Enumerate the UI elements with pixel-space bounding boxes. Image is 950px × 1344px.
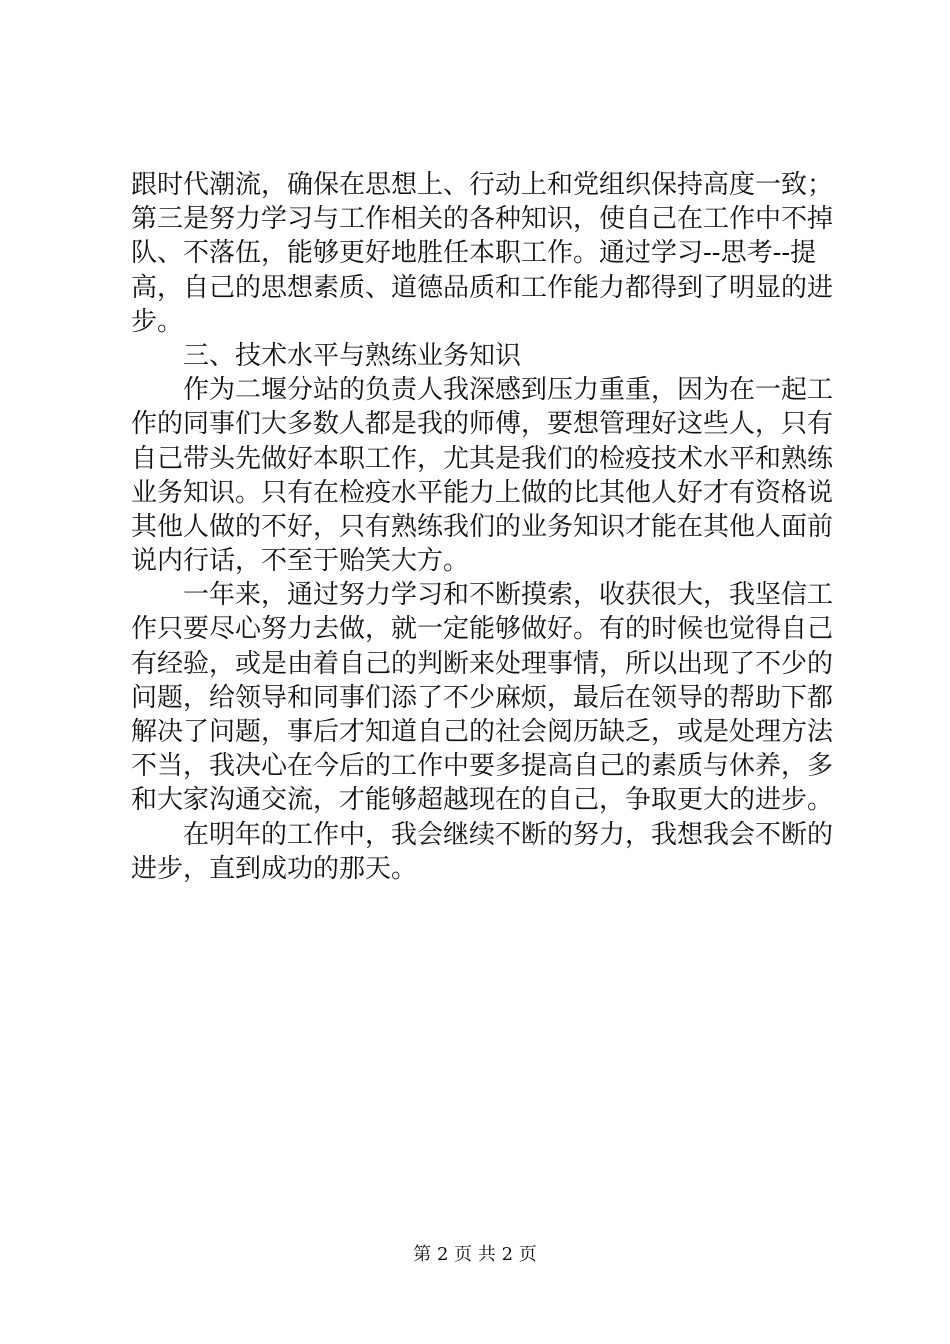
body-line: 第三是努力学习与工作相关的各种知识，使自己在工作中不掉 bbox=[131, 204, 834, 235]
body-line: 有经验，或是由着自己的判断来处理事情，所以出现了不少的 bbox=[131, 648, 834, 679]
document-body bbox=[131, 168, 834, 886]
body-line: 进步，直到成功的那天。 bbox=[131, 853, 418, 884]
section-heading: 三、技术水平与熟练业务知识 bbox=[183, 340, 522, 371]
body-line: 业务知识。只有在检疫水平能力上做的比其他人好才有资格说 bbox=[131, 477, 834, 508]
body-line: 和大家沟通交流，才能够超越现在的自己，争取更大的进步。 bbox=[131, 785, 834, 816]
body-line: 不当，我决心在今后的工作中要多提高自己的素质与休养，多 bbox=[131, 751, 834, 782]
body-line: 步。 bbox=[131, 306, 184, 337]
body-line: 一年来，通过努力学习和不断摸索，收获很大，我坚信工 bbox=[183, 580, 834, 611]
body-line: 队、不落伍，能够更好地胜任本职工作。通过学习--思考--提 bbox=[131, 238, 817, 269]
body-line: 作为二堰分站的负责人我深感到压力重重，因为在一起工 bbox=[183, 375, 834, 406]
body-line: 在明年的工作中，我会继续不断的努力，我想我会不断的 bbox=[183, 819, 834, 850]
body-line: 自己带头先做好本职工作，尤其是我们的检疫技术水平和熟练 bbox=[131, 443, 834, 474]
page-footer bbox=[0, 1244, 950, 1266]
body-line: 问题，给领导和同事们添了不少麻烦，最后在领导的帮助下都 bbox=[131, 682, 834, 713]
page-number: 第 2 页 共 2 页 bbox=[413, 1244, 537, 1265]
body-line: 作只要尽心努力去做，就一定能够做好。有的时候也觉得自己 bbox=[131, 614, 834, 645]
body-line: 其他人做的不好，只有熟练我们的业务知识才能在其他人面前 bbox=[131, 511, 834, 542]
body-line: 高，自己的思想素质、道德品质和工作能力都得到了明显的进 bbox=[131, 272, 834, 303]
body-line: 跟时代潮流，确保在思想上、行动上和党组织保持高度一致； bbox=[131, 170, 834, 200]
body-line: 说内行话，不至于贻笑大方。 bbox=[131, 546, 470, 577]
body-line: 作的同事们大多数人都是我的师傅，要想管理好这些人，只有 bbox=[131, 409, 834, 440]
body-line: 解决了问题，事后才知道自己的社会阅历缺乏，或是处理方法 bbox=[131, 717, 834, 747]
